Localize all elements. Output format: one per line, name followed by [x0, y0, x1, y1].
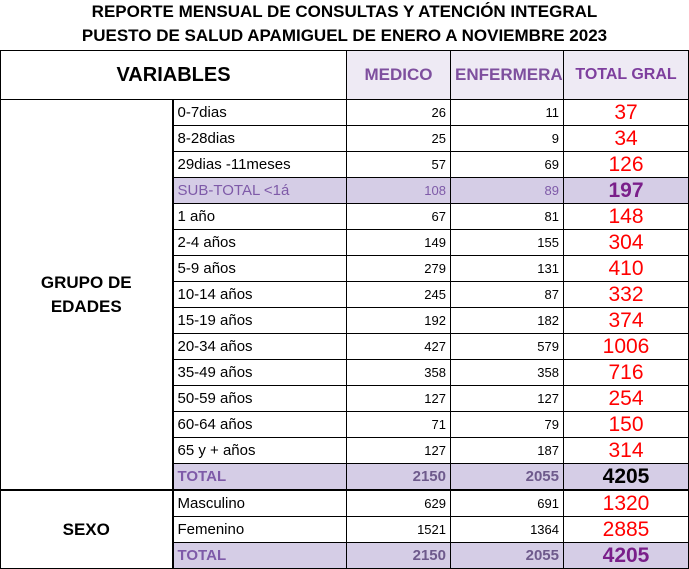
row-label: 60-64 años: [173, 412, 347, 438]
row-label: Femenino: [173, 517, 347, 543]
header-variables: VARIABLES: [1, 51, 347, 100]
row-enfermera: 182: [451, 308, 564, 334]
group-label-edades-line-2: EDADES: [50, 296, 122, 316]
report-title-line-2: PUESTO DE SALUD APAMIGUEL DE ENERO A NOVIEMBRE 2023: [81, 26, 608, 45]
header-enfermera: ENFERMERA: [451, 51, 564, 100]
row-medico: 127: [347, 386, 451, 412]
row-label: 35-49 años: [173, 360, 347, 386]
row-medico: 1521: [347, 517, 451, 543]
row-total: 410: [564, 256, 689, 282]
table-row: [1, 100, 689, 126]
row-medico: 25: [347, 126, 451, 152]
total-label: TOTAL: [173, 543, 347, 569]
row-medico: 149: [347, 230, 451, 256]
row-enfermera: 1364: [451, 517, 564, 543]
subtotal-total: 197: [564, 178, 689, 204]
row-label: 5-9 años: [173, 256, 347, 282]
row-enfermera: 127: [451, 386, 564, 412]
row-medico: 26: [347, 100, 451, 126]
header-medico: MEDICO: [347, 51, 451, 100]
row-label: 15-19 años: [173, 308, 347, 334]
row-enfermera: 155: [451, 230, 564, 256]
subtotal-label: SUB-TOTAL <1á: [173, 178, 347, 204]
row-medico: 71: [347, 412, 451, 438]
group-label-edades-line-1: GRUPO DE: [40, 272, 132, 292]
row-total: 148: [564, 204, 689, 230]
row-label: Masculino: [173, 490, 347, 517]
row-enfermera: 11: [451, 100, 564, 126]
header-total-gral: TOTAL GRAL: [564, 51, 689, 100]
row-enfermera: 187: [451, 438, 564, 464]
row-enfermera: 579: [451, 334, 564, 360]
row-enfermera: 691: [451, 490, 564, 517]
row-total: 1006: [564, 334, 689, 360]
row-enfermera: 9: [451, 126, 564, 152]
total-medico: 2150: [347, 464, 451, 491]
row-label: 29dias -11meses: [173, 152, 347, 178]
row-medico: 279: [347, 256, 451, 282]
row-medico: 57: [347, 152, 451, 178]
row-medico: 67: [347, 204, 451, 230]
row-enfermera: 87: [451, 282, 564, 308]
row-medico: 127: [347, 438, 451, 464]
row-label: 10-14 años: [173, 282, 347, 308]
table-row: [1, 490, 689, 517]
subtotal-medico: 108: [347, 178, 451, 204]
row-medico: 245: [347, 282, 451, 308]
row-medico: 427: [347, 334, 451, 360]
row-total: 304: [564, 230, 689, 256]
row-total: 716: [564, 360, 689, 386]
row-medico: 358: [347, 360, 451, 386]
row-total: 332: [564, 282, 689, 308]
total-enfermera: 2055: [451, 464, 564, 491]
group-label-sexo: SEXO: [1, 490, 173, 569]
row-label: 20-34 años: [173, 334, 347, 360]
report-title: [0, 0, 689, 48]
subtotal-enfermera: 89: [451, 178, 564, 204]
row-label: 50-59 años: [173, 386, 347, 412]
row-medico: 629: [347, 490, 451, 517]
row-total: 254: [564, 386, 689, 412]
row-label: 2-4 años: [173, 230, 347, 256]
total-total: 4205: [564, 464, 689, 491]
report-table: [0, 50, 689, 569]
row-enfermera: 79: [451, 412, 564, 438]
total-medico: 2150: [347, 543, 451, 569]
total-label: TOTAL: [173, 464, 347, 491]
row-label: 65 y + años: [173, 438, 347, 464]
row-label: 1 año: [173, 204, 347, 230]
row-medico: 192: [347, 308, 451, 334]
row-total: 1320: [564, 490, 689, 517]
row-total: 2885: [564, 517, 689, 543]
group-label-edades: [1, 100, 173, 491]
row-label: 8-28dias: [173, 126, 347, 152]
total-total: 4205: [564, 543, 689, 569]
row-enfermera: 131: [451, 256, 564, 282]
row-enfermera: 69: [451, 152, 564, 178]
row-total: 34: [564, 126, 689, 152]
row-total: 374: [564, 308, 689, 334]
row-label: 0-7dias: [173, 100, 347, 126]
row-total: 314: [564, 438, 689, 464]
row-total: 150: [564, 412, 689, 438]
total-enfermera: 2055: [451, 543, 564, 569]
report-title-line-1: REPORTE MENSUAL DE CONSULTAS Y ATENCIÓN INTEGRAL: [91, 2, 598, 21]
row-total: 37: [564, 100, 689, 126]
table-header-row: [1, 51, 689, 100]
row-total: 126: [564, 152, 689, 178]
row-enfermera: 358: [451, 360, 564, 386]
row-enfermera: 81: [451, 204, 564, 230]
